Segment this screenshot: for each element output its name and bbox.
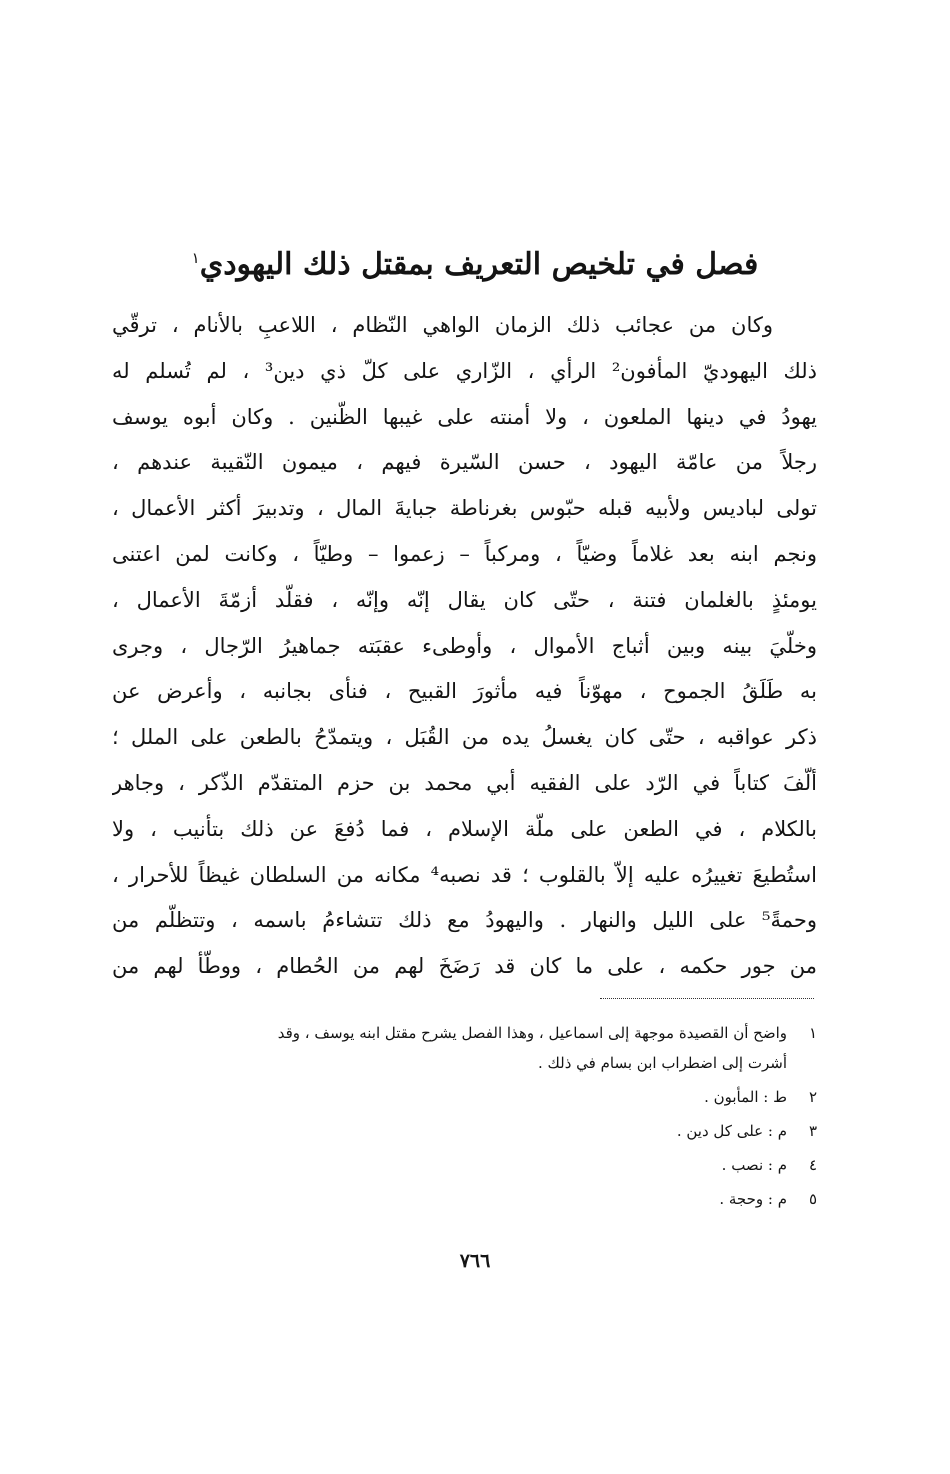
body-paragraph — [112, 303, 817, 990]
footnote-number: ٢ — [808, 1088, 817, 1106]
text-line: وكان من عجائب ذلك الزمان الواهي النّظام ، اللاعبِ بالأنام ، ترقّي — [112, 313, 773, 337]
text-line: من جور حكمه ، على ما كان قد رَضَخَ لهم من الحُطام ، ووطّأ لهم من — [112, 954, 817, 979]
text-line: به طَلَقُ الجموح ، مهوّناً فيه مأثورَ القبيح ، فنأى بجانبه ، وأعرض عن — [112, 679, 817, 704]
text-line: يهودُ في دينها الملعون ، ولا أمنته على غيبها الظّنين . وكان أبوه يوسف — [112, 404, 817, 429]
text-line: ذكر عواقبه ، حتّى كان يغسلُ يده من القُبَل ، ويتمدّحُ بالطعن على الملل ؛ — [112, 725, 817, 750]
text-line: ألّفَ كتاباً في الرّد على الفقيه أبي محمد بن حزم المتقدّم الذّكر ، وجاهر — [112, 770, 817, 795]
footnote-text: أشرت إلى اضطراب ابن بسام في ذلك . — [537, 1054, 787, 1072]
footnotes — [112, 1018, 817, 1214]
footnote-number: ٥ — [808, 1190, 817, 1208]
text-line: رجلاً من عامّة اليهود ، حسن السّيرة فيهم ، ميمون النّقيبة عندهم ، — [112, 450, 817, 475]
footnote-text: م : على كل دين . — [676, 1122, 787, 1140]
footnote-separator — [600, 998, 814, 999]
footnote-number: ١ — [808, 1024, 817, 1042]
page-number: ٧٦٦ — [459, 1250, 491, 1272]
text-line: بالكلام ، في الطعن على ملّة الإسلام ، فما دُفعَ عن ذلك بتأنيب ، ولا — [112, 816, 817, 841]
text-line: يومئذٍ بالغلمان فتنة ، حتّى كان يقال إنّه وإنّه ، فقلّد أزمّةَ الأعمال ، — [112, 587, 817, 612]
footnote-item — [112, 1184, 817, 1214]
footnote-continuation — [112, 1048, 817, 1078]
heading-footnote-ref: ١ — [191, 249, 200, 267]
footnote-item — [112, 1018, 817, 1048]
footnote-text: م : نصب . — [721, 1156, 787, 1174]
footnote-number: ٤ — [808, 1156, 817, 1174]
text-line: استُطيعَ تغييرُه عليه إلاّ بالقلوب ؛ قد نصبه⁴ مكانه من السلطان غيظاً للأحرار ، — [112, 862, 817, 887]
footnote-text: م : وحجة . — [719, 1190, 787, 1208]
footnote-item — [112, 1150, 817, 1180]
footnote-item — [112, 1116, 817, 1146]
footnote-item — [112, 1082, 817, 1112]
section-heading-text: فصل في تلخيص التعريف بمقتل ذلك اليهودي — [199, 247, 759, 282]
text-line: وخلّيَ بينه وبين أثباج الأموال ، وأوطىء عقبَته جماهيرُ الرّجال ، وجرى — [112, 633, 817, 658]
text-line: وحمةً⁵ على الليل والنهار . واليهودُ مع ذلك تتشاءمُ باسمه ، وتتظلّم من — [112, 908, 817, 933]
footnote-text: واضح أن القصيدة موجهة إلى اسماعيل ، وهذا الفصل يشرح مقتل ابنه يوسف ، وقد — [277, 1024, 787, 1042]
text-line: ذلك اليهوديّ المأفون² الرأي ، الزّاري على كلّ ذي دين³ ، لم تُسلم له — [112, 358, 817, 383]
text-line: تولى لباديس ولأبيه قبله حبّوس بغرناطة جبايةَ المال ، وتدبيرَ أكثر الأعمال ، — [112, 496, 817, 521]
footnote-text: ط : المأبون . — [704, 1088, 787, 1106]
text-line: ونجم ابنه بعد غلاماً وضيّاً ، ومركباً – زعموا – وطيّاً ، وكانت لمن اعتنى — [112, 541, 817, 566]
section-heading — [150, 236, 800, 287]
footnote-number: ٣ — [808, 1122, 817, 1140]
